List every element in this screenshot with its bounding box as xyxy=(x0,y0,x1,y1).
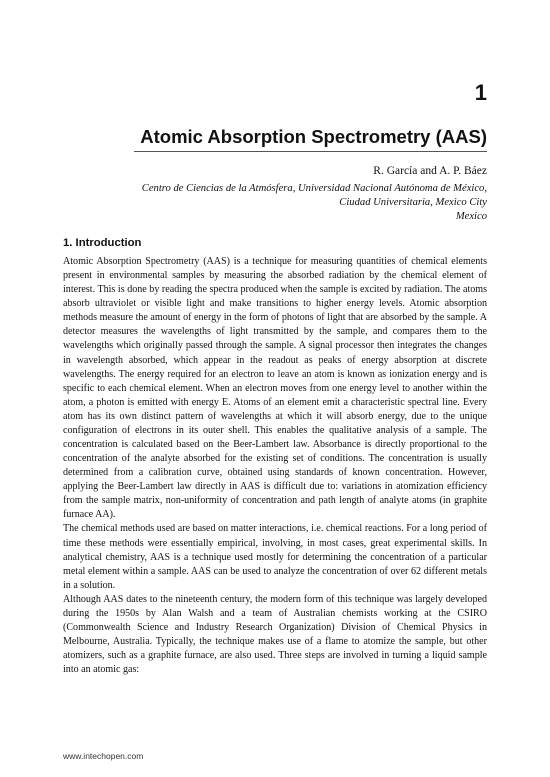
title-rule xyxy=(134,151,487,152)
affiliation-line-3: Mexico xyxy=(455,211,487,223)
section-heading: 1. Introduction xyxy=(63,237,142,249)
paragraph: Atomic Absorption Spectrometry (AAS) is a technique for measuring quantities of chemical elements present in environmental samples by measuring the absorbed radiation by the chemical element of interest. This is done by reading the spectra produced when the sample is excited by radiation. The atoms absorb ultraviolet or visible light and make transitions to higher energy levels. Atomic absorption methods measure the amount of energy in the form of photons of light that are absorbed by the sample. A detector measures the wavelengths of light transmitted by the sample, and compares them to the wavelengths which originally passed through the sample. A signal processor then integrates the changes in wavelength absorbed, which appear in the readout as peaks of energy absorption at discrete wavelengths. The energy required for an electron to leave an atom is known as ionization energy and is specific to each chemical element. When an electron moves from one energy level to another within the atom, a photon is emitted with energy E. Atoms of an element emit a characteristic spectral line. Every atom has its own distinct pattern of wavelengths at which it will absorb energy, due to the unique configuration of electrons in its outer shell. This enables the qualitative analysis of a sample. The concentration is calculated based on the Beer-Lambert law. Absorbance is directly proportional to the concentration of the analyte absorbed for the existing set of conditions. The concentration is usually determined from a calibration curve, obtained using standards of known concentration. However, applying the Beer-Lambert law directly in AAS is difficult due to: variations in atomization efficiency from the sample matrix, non-uniformity of concentration and path length of analyte atoms (in graphite furnace AA). xyxy=(63,256,487,521)
body-text xyxy=(63,255,487,677)
authors: R. García and A. P. Báez xyxy=(373,165,487,177)
footer-url[interactable]: www.intechopen.com xyxy=(63,751,144,761)
paragraph: Although AAS dates to the nineteenth century, the modern form of this technique was largely developed during the 1950s by Alan Walsh and a team of Australian chemists working at the CSIRO (Commonwealth Science and Industry Research Organization) Division of Chemical Physics in Melbourne, Australia. Typically, the technique makes use of a flame to atomize the sample, but other atomizers, such as a graphite furnace, are also used. Three steps are involved in turning a liquid sample into an atomic gas: xyxy=(63,593,487,676)
affiliation xyxy=(142,182,487,225)
affiliation-line-1: Centro de Ciencias de la Atmósfera, Universidad Nacional Autónoma de México, xyxy=(141,183,487,194)
paragraph: The chemical methods used are based on matter interactions, i.e. chemical reactions. For a long period of time these methods were essentially empirical, involving, in most cases, great experimental skills. In analytical chemistry, AAS is a technique used mostly for determining the concentration of a particular metal element within a sample. AAS can be used to analyze the concentration of over 62 different metals in a solution. xyxy=(63,523,487,591)
chapter-number: 1 xyxy=(474,80,487,105)
affiliation-line-2: Ciudad Universitaria, Mexico City xyxy=(339,197,487,209)
chapter-title: Atomic Absorption Spectrometry (AAS) xyxy=(140,126,487,147)
